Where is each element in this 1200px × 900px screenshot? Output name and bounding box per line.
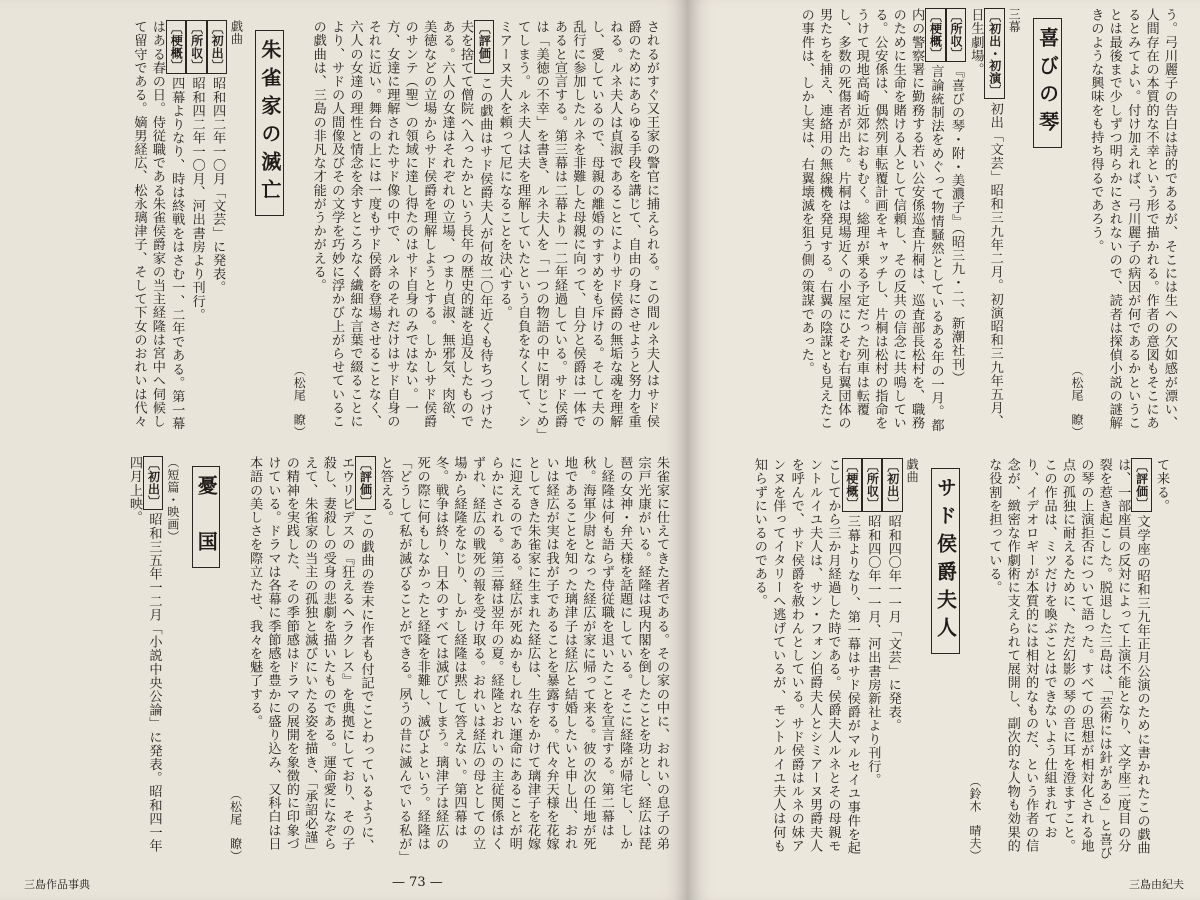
- plot-text: 三幕よりなり、第一幕はサド侯爵がマルセイユ事件を起こしてから三か月経過した時である。侯爵夫人ルネとその母親モントルイユ夫人は、サン・フォン伯爵夫人とシミアーヌ男爵夫人を呼んで、サド侯爵を赦わんとしている。サド侯爵はルネの妹アンヌを伴ってイタリーへ逃げているが、モントルイユ夫人は何も知らずにいるのである。: [751, 458, 860, 855]
- band-left-top: [40, 20, 660, 438]
- entry-genre: 三幕: [1007, 8, 1022, 33]
- entry-author: （鈴木 晴夫）: [967, 775, 982, 862]
- evaluation-text: この戯曲はサド侯爵夫人が何故二〇年近くも待ちつづけた夫を捨てて僧院へ入ったかという長年の歴史的謎を追及したものである。六人の女達はそれぞれの立場、つまり貞淑、無邪気、肉欲、美徳などの立場からサド侯爵を理解しようとする。しかしサド侯爵のサンテ（聖）の領域に達し得たのはサド自身のみではない。一方、女達に理解されたサド像の中で、ルネのそれだけはサド自身のそれに近い。舞台の上には一度もサド侯爵を登場させることなく、六人の女達の理性と情念を余すところなく繊細な言葉で綴ることにより、サドの人間像及びその文学を巧妙に浮かび上がらせているこの戯曲は、三島の非凡な才能がうかがえる。: [310, 20, 493, 431]
- first-pub-text: 昭和四二年一〇月「文芸」に発表。: [210, 76, 226, 295]
- entry-title: 喜びの琴: [1033, 18, 1061, 148]
- entry-continuation: う。弓川麗子の告白は詩的であるが、そこには生への欠如感が漂い、人間存在の本質的な不幸という形で描かれる。作者の意図もそこにあるとみてよい。付け加えれば、弓川麗子の病因が何であるかということは最後まで少しずつ明らかにされないので、読者は探偵小説の謎解きのような興味をも持ち得るであろう。 （松尾 瞭）: [1068, 8, 1178, 438]
- book-title-footer: 三島作品事典: [24, 878, 90, 891]
- band-right-bottom: [700, 458, 1170, 862]
- entry-author: （松尾 瞭）: [1069, 363, 1084, 438]
- entry-title: 朱雀家の滅亡: [255, 30, 283, 216]
- label-evaluation: 〔評価〕: [474, 20, 494, 74]
- entry-continuation: されるがすぐ又王家の警官に捕えられる。この間ルネ夫人はサド侯爵のためにあらゆる手段を講じて、自由の身にさせようと努力を重ねる。ルネ夫人は貞淑であることによりサド侯爵の無垢な魂を理解し、愛しているので、母親の離婚のすすめをも斥ける。そして夫の乱行に参加したルネを非難した母親に向って、自分と侯爵は一体であると宣言する。第三幕は二幕より一二年経過している。サド侯爵は「美徳の不幸」を書き、ルネ夫人を「一つの物語の中に閉じこめ」てしまう。ルネ夫人は夫を理解していたという自負をなくして、シミアーヌ夫人を頼って尼になることを決心する。: [496, 20, 659, 435]
- entry-author: （松尾 瞭）: [228, 787, 243, 862]
- label-first-pub: 〔初出・初演〕: [984, 8, 1004, 99]
- entry-continuation: て来る。: [1154, 458, 1169, 513]
- collection-text: 『喜びの琴・附・美濃子』（昭三九・二、新潮社刊）: [948, 64, 964, 385]
- band-left-bottom: [127, 456, 670, 862]
- entry-continuation: 朱雀家に仕えてきた者である。その家の中に、おれいの息子の弟宗戸光康がいる。経隆は現内閣を倒したことを功とし、経広は琵琶の女神・弁天様を話題にしている。そこに経隆が帰宅し、しかし経隆は何も語らず侍従職を退いたことを宣言する。第二幕は秋。海軍少尉となった経広が家に帰って来る。彼の次の任地が死地であることを知った璃津子は経広と結婚したいと申し出、おれいは経広が実は我が子であることを暴露する。代々弁天様を花嫁としてきた朱雀家に生まれた経広は、生存をかけて璃津子を花嫁に迎えるのである。経広が死ぬかもしれない運命にあることが明らかにされる。第三幕は翌年の夏。経隆とおれいの主従関係はくずれ、経広の戦死の報を受け取る。おれいは経広の母としての立場から経隆をなじり、しかし経隆は黙して答えない。第四幕は冬。戦争は終り、日本のすべては滅びてしまう。璃津子は経広の死の際に何もしなかったと経隆を非難し、滅びよという。経隆は「どうして私が滅びることができる。夙うの昔に滅んでいる私が」と答える。: [377, 456, 669, 858]
- label-evaluation: 〔評価〕: [355, 456, 375, 510]
- plot-section: [129, 20, 186, 438]
- entry-genre: 戯曲: [905, 458, 920, 483]
- label-plot: 〔梗概〕: [842, 458, 862, 512]
- label-first-pub: 〔初出〕: [143, 456, 163, 510]
- label-evaluation: 〔評価〕: [1131, 458, 1151, 512]
- first-pub-text: 昭和四〇年一一月「文芸」に発表。: [885, 514, 901, 733]
- collection-text: 昭和四〇年一一月、河出書房新社より刊行。: [865, 514, 881, 787]
- label-collection: 〔所収〕: [186, 20, 206, 74]
- label-plot: 〔梗概〕: [166, 20, 186, 74]
- collection-text: 昭和四二年一〇月、河出書房より刊行。: [189, 76, 205, 322]
- evaluation-section: [966, 458, 1152, 862]
- plot-text: 四幕よりなり、時は終戦をはさむ一、二年である。第一幕はある春の日。侍従職である朱雀侯爵家の当主経隆は宮中へ伺候して留守である。嫡男経広、松永璃津子、そして下女のおれいは代々: [131, 20, 185, 431]
- label-collection: 〔所収〕: [862, 458, 882, 512]
- plot-section: [796, 8, 945, 438]
- label-first-pub: 〔初出〕: [882, 458, 902, 512]
- first-pub-section: [882, 458, 902, 862]
- label-first-pub: 〔初出〕: [207, 20, 227, 74]
- entry-title: 憂 国: [192, 466, 220, 568]
- entry-genre: 戯曲: [229, 20, 244, 45]
- collection-section: [186, 20, 206, 438]
- first-pub-text: 昭和三五年一二月「小説中央公論」に発表。昭和四一年四月上映。: [127, 456, 162, 853]
- collection-section: [862, 458, 882, 862]
- plot-section: [749, 458, 861, 862]
- label-collection: 〔所収〕: [946, 8, 966, 62]
- collection-section: [946, 8, 966, 438]
- author-name-footer: 三島由紀夫: [1129, 878, 1184, 891]
- entry-genre: （短篇・映画）: [165, 456, 180, 543]
- first-pub-section: [125, 456, 164, 862]
- first-pub-text: 初出「文芸」昭和三九年二月。初演昭和三九年五月、日生劇場。: [968, 8, 1003, 429]
- right-page: [688, 0, 1200, 900]
- label-plot: 〔梗概〕: [925, 8, 945, 62]
- evaluation-section: [226, 456, 375, 862]
- page-number: — 73 —: [392, 875, 443, 890]
- evaluation-text: この戯曲の巻末に作者も付記でことわっているように、エウリピデスの『狂えるヘラクレス』を典拠にしており、その子殺し、妻殺しの受身の悲劇を描いたものである。運命愛になぞらえて、朱雀家の当主の孤独と滅びにいたる姿を描き、「承詔必謹」の精神を実践した、その季節感はドラマの展開を象徴的に印象づけている。ドラマは各幕に季節感を豊かに盛り込み、又科白は日本語の美しさを際立たせ、我々を魅了する。: [247, 456, 374, 858]
- first-pub-section: [207, 20, 227, 438]
- entry-author: （松尾 瞭）: [292, 363, 307, 438]
- entry-title: サド侯爵夫人: [931, 468, 959, 654]
- plot-text: 言論統制法をめぐって物情騒然としているある年の一月。都内の警察署に勤務する若い公安係巡査片桐は、巡査部長松村を、職務のために生命を賭ける人として信頼し、その反共の信念に共鳴している。公安係は、偶然列車転覆計画をキャッチし、片桐は松村の指命をうけて現地高崎近郊におもむく。総理が乗る予定だった列車は転覆し、多数の死傷者が出た。片桐は現場近くの小屋にひそむ右翼団体の男たちを捕え、連絡用の無線機を発見する。右翼の陰謀とも見えたこの事件は、しかし実は、右翼壊滅を狙う側の策謀であった。: [798, 8, 944, 432]
- evaluation-text: 文学座の昭和三九年正月公演のために書かれたこの戯曲は、一部座員の反対によって上演不能となり、文学座二度目の分裂を惹き起こした。脱退した三島は、「芸術には針がある」と喜びの琴の上演拒否について語った。すべての思想が相対化される地点の孤独に耐えるために、ただ幻影の琴の音に耳を澄ますこと。この作品は、ミツだけを喚ぶことはできないよう仕組まれており、イデオロギーが本質的には相対的なものだ、という作者の信念が、緻密な作劇術に支えられて展開し、副次的な人物も効果的な役割を担っている。: [986, 458, 1150, 860]
- first-pub-section: [966, 8, 1005, 438]
- evaluation-section: [290, 20, 494, 438]
- band-right-top: [708, 8, 1178, 438]
